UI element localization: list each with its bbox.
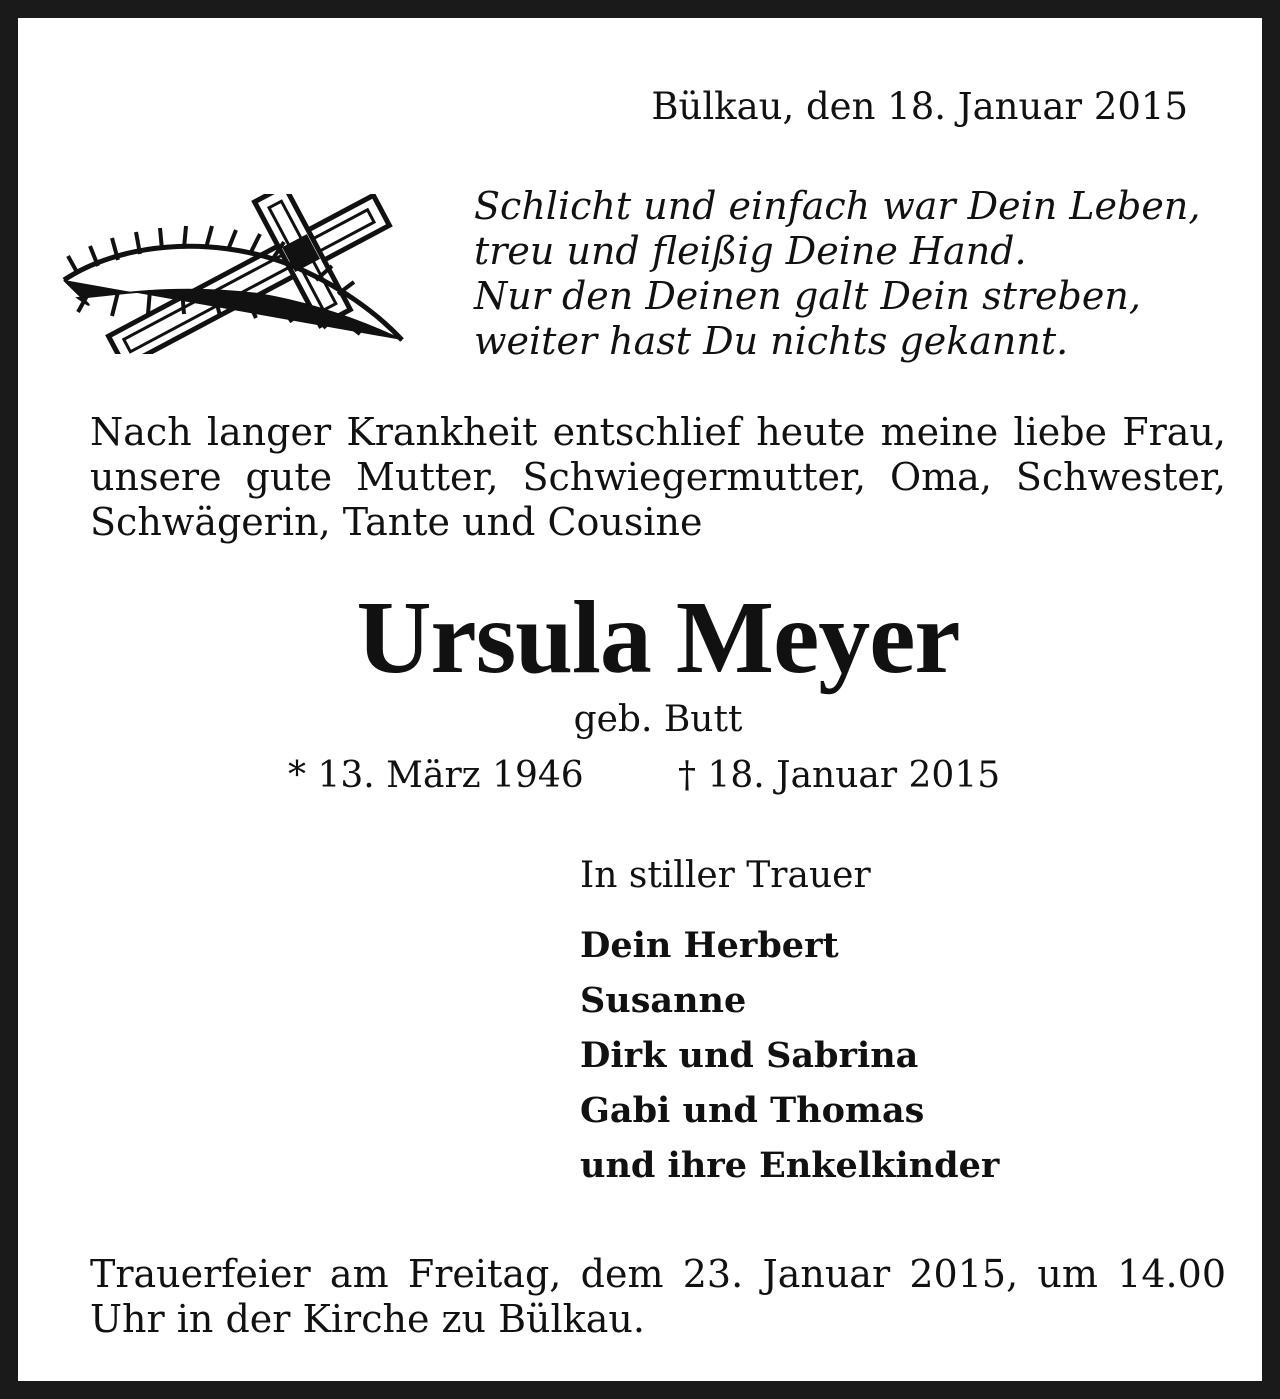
announcement-line: unsere gute Mutter, Schwiegermutter, Oma, Schwester,	[90, 455, 1226, 499]
poem-verse	[474, 184, 1234, 364]
death-date: † 18. Januar 2015	[678, 755, 1001, 796]
poem-line: Nur den Deinen galt Dein streben,	[474, 274, 1141, 318]
announcement-line: Nach langer Krankheit entschlief heute meine liebe Frau,	[90, 410, 1226, 454]
mourner-name: Susanne	[580, 980, 747, 1021]
poem-line: treu und fleißig Deine Hand.	[474, 229, 1027, 273]
mourners-list	[580, 918, 999, 1193]
poem-line: weiter hast Du nichts gekannt.	[474, 319, 1069, 363]
mourner-name: Dein Herbert	[580, 925, 839, 966]
mourner-name: und ihre Enkelkinder	[580, 1145, 1000, 1186]
place-and-date: Bülkau, den 18. Januar 2015	[651, 85, 1188, 128]
service-line: Trauerfeier am Freitag, dem 23. Januar 2015, um 14.00	[90, 1252, 1226, 1296]
mourning-heading: In stiller Trauer	[580, 855, 871, 896]
deceased-name: Ursula Meyer	[356, 580, 960, 695]
maiden-name: geb. Butt	[573, 699, 743, 740]
mourner-name: Dirk und Sabrina	[580, 1035, 919, 1076]
service-line: Uhr in der Kirche zu Bülkau.	[90, 1297, 645, 1341]
birth-date: * 13. März 1946	[288, 755, 584, 796]
mourner-name: Gabi und Thomas	[580, 1090, 925, 1131]
announcement-line: Schwägerin, Tante und Cousine	[90, 500, 703, 544]
announcement-text	[90, 410, 1226, 545]
cross-with-palm-frond-icon	[58, 194, 408, 354]
funeral-service-info	[90, 1252, 1226, 1342]
poem-line: Schlicht und einfach war Dein Leben,	[474, 184, 1201, 228]
